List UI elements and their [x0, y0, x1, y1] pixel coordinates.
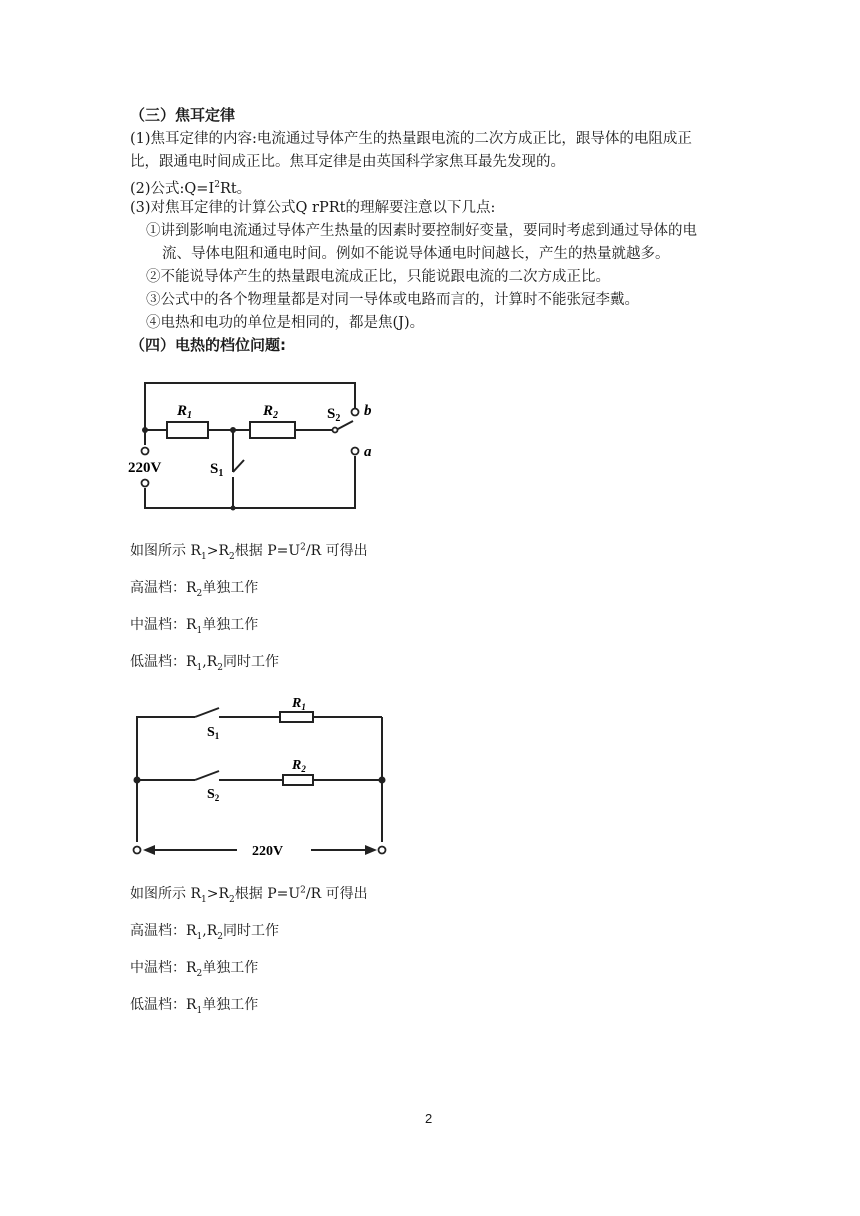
formula-exponent: 2: [214, 180, 220, 190]
joule-law-content-line2: 比，跟通电时间成正比。焦耳定律是由英国科学家焦耳最先发现的。: [130, 154, 565, 170]
formula-suffix: Rt。: [219, 180, 252, 197]
note-3: ③公式中的各个物理量都是对同一导体或电路而言的，计算时不能张冠李戴。: [146, 292, 639, 308]
circuit1-intro: 如图所示 $R_1>R_2$根据 $P=U^2/R$ 可得出: [130, 542, 368, 562]
circuit2-high-level: 高温档：$R_1,R_2$同时工作: [130, 923, 280, 942]
circuit1-mid-level: 中温档：$R_1$单独工作: [130, 617, 259, 636]
circuit2-intro: 如图所示 $R_1>R_2$根据 $P=U^2/R$ 可得出: [130, 885, 368, 905]
label-r2: $R_2$: [263, 403, 279, 421]
page-number: 2: [425, 1111, 433, 1126]
note-4: ④电热和电功的单位是相同的，都是焦(J)。: [146, 315, 425, 331]
joule-law-content-line1: (1)焦耳定律的内容:电流通过导体产生的热量跟电流的二次方成正比，跟导体的电阻成正: [130, 131, 692, 147]
note-2: ②不能说导体产生的热量跟电流成正比，只能说跟电流的二次方成正比。: [146, 269, 610, 285]
section-heading-heating-levels: （四）电热的档位问题:: [130, 336, 286, 354]
section-heading-joule-law: （三）焦耳定律: [130, 106, 236, 124]
label-r1: $R_1$: [177, 403, 193, 421]
formula-prefix: (2)公式:Q=I: [130, 180, 215, 197]
circuit1-low-level: 低温档：$R_1,R_2$同时工作: [130, 654, 280, 673]
label-s2: $S_2$: [327, 406, 341, 424]
label-voltage-220v: 220V: [128, 460, 162, 476]
label-a: a: [364, 444, 372, 460]
circuit2-mid-level: 中温档：$R_2$单独工作: [130, 960, 259, 979]
label-voltage-220v: 220V: [252, 844, 284, 859]
resistor-r1-symbol: [167, 422, 208, 438]
label-r2: $R_2$: [292, 758, 306, 774]
note-1-line1: ①讲到影响电流通过导体产生热量的因素时要控制好变量，要同时考虑到通过导体的电: [146, 223, 697, 239]
circuit2-low-level: 低温档：$R_1$单独工作: [130, 997, 259, 1016]
joule-law-formula: [130, 174, 251, 200]
label-s1: $S_1$: [207, 725, 220, 741]
circuit-diagram-1: [120, 370, 380, 520]
note-1-line2: 流、导体电阻和通电时间。例如不能说导体通电时间越长，产生的热量就越多。: [162, 246, 670, 262]
circuit1-high-level: 高温档：$R_2$单独工作: [130, 580, 259, 599]
resistor-r2-symbol: [283, 775, 313, 785]
label-s1: $S_1$: [210, 461, 224, 479]
joule-law-notes-intro: (3)对焦耳定律的计算公式Q rPRt的理解要注意以下几点:: [130, 200, 496, 216]
label-b: b: [364, 403, 372, 419]
resistor-r1-symbol: [280, 712, 313, 722]
label-s2: $S_2$: [207, 787, 220, 803]
label-r1: $R_1$: [292, 696, 306, 712]
circuit-diagram-2: [125, 690, 395, 860]
resistor-r2-symbol: [250, 422, 295, 438]
